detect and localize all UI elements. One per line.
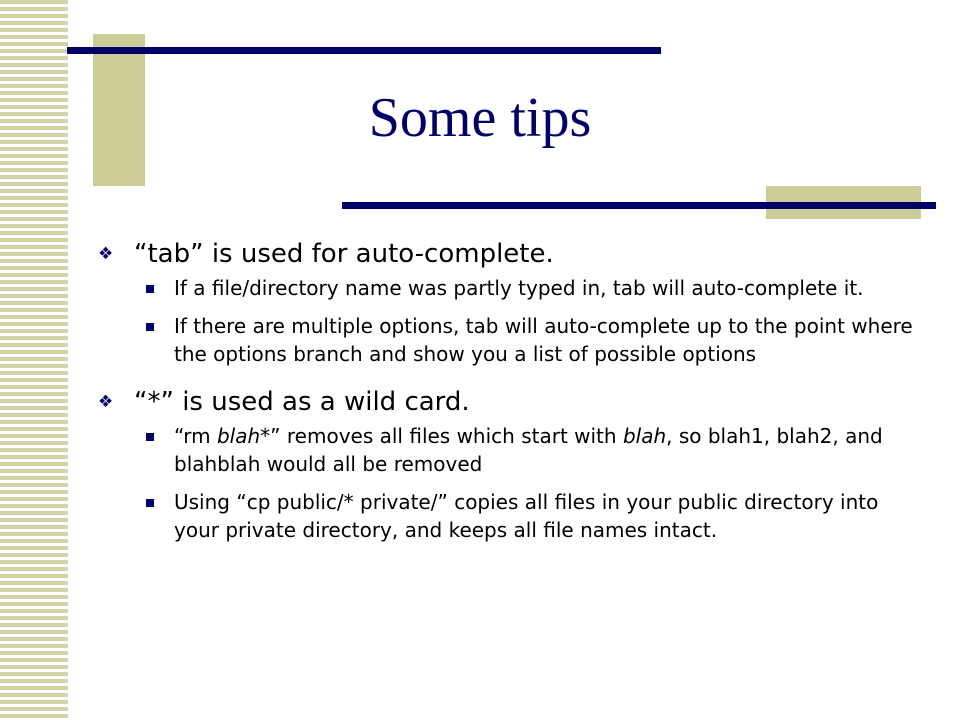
decorative-top-rule [67, 47, 661, 54]
sub-bullet-text: If a file/directory name was partly typed in, tab will auto-complete it. [174, 276, 864, 300]
sub-bullet-text: If there are multiple options, tab will auto-complete up to the point where the options branch and show you a list of possible options [174, 314, 913, 366]
bullet-text: “*” is used as a wild card. [134, 387, 470, 417]
square-bullet-icon [146, 285, 154, 293]
square-bullet-icon [146, 323, 154, 331]
sub-bullet-text: “rm blah*” removes all files which start with blah, so blah1, blah2, and blahblah would all be removed [174, 424, 883, 476]
bullet-item-wildcard [96, 386, 926, 418]
bullet-item-tab [96, 238, 926, 270]
square-bullet-icon [146, 433, 154, 441]
bullet-list [96, 238, 926, 554]
sub-bullet-text: Using “cp public/* private/” copies all files in your public directory into your private directory, and keeps all file names intact. [174, 490, 879, 542]
slide-title: Some tips [368, 87, 592, 149]
sub-bullet-item [96, 274, 926, 302]
diamond-bullet-icon: ❖ [98, 392, 114, 412]
bullet-text: “tab” is used for auto-complete. [134, 239, 554, 269]
diamond-bullet-icon: ❖ [98, 244, 114, 264]
sub-bullet-item [96, 312, 926, 368]
sub-bullet-item [96, 422, 926, 478]
square-bullet-icon [146, 499, 154, 507]
decorative-bottom-rule [342, 202, 936, 209]
sub-bullet-item [96, 488, 926, 544]
